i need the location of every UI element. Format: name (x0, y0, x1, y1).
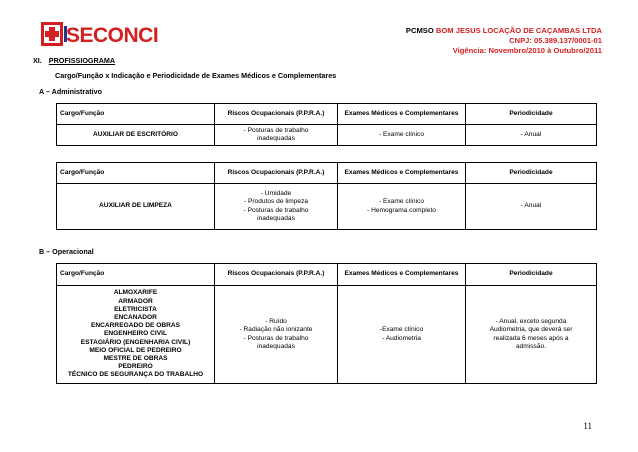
exame-item: - Exame clínico (378, 198, 425, 206)
periodicidade-cell (466, 286, 597, 384)
exames-cell (338, 125, 466, 146)
cargo-item: TÉCNICO DE SEGURANÇA DO TRABALHO (67, 371, 204, 379)
cargo-item: AUXILIAR DE LIMPEZA (99, 202, 172, 210)
periodicidade-item: Audiometria, que deverá ser (489, 326, 573, 334)
cargo-cell (57, 286, 215, 384)
cargo-item: PEDREIRO (118, 363, 153, 371)
col-header-cargo: Cargo/Função (57, 104, 215, 125)
exame-item: - Hemograma completo (367, 206, 436, 214)
header-vigencia: Vigência: Novembro/2010 à Outubro/2011 (452, 46, 602, 55)
table-operacional (56, 263, 597, 384)
risco-item: inadequadas (257, 135, 295, 142)
col-header-periodicidade: Periodicidade (466, 104, 597, 125)
page-number: 11 (583, 421, 592, 431)
risco-item: - Radiação não ionizante (239, 326, 313, 334)
cargo-item: ARMADOR (118, 297, 153, 305)
risco-item: - Umidade (260, 190, 292, 198)
cargo-item: MEIO OFICIAL DE PEDREIRO (89, 346, 182, 354)
exames-cell (338, 286, 466, 384)
riscos-cell (215, 286, 338, 384)
group-b-title: B – Operacional (39, 247, 94, 256)
exame-item: - Audiometria (382, 334, 421, 342)
cargo-cell (57, 125, 215, 146)
col-header-exames: Exames Médicos e Complementares (338, 163, 466, 184)
periodicidade-item: - Anual (520, 130, 542, 138)
document-header (406, 26, 602, 56)
risco-item: - Produtos de limpeza (243, 198, 309, 206)
cargo-item: ALMOXARIFE (113, 289, 158, 297)
risco-item: - Posturas de trabalho (243, 206, 309, 214)
col-header-cargo: Cargo/Função (57, 264, 215, 286)
cargo-item: MESTRE DE OBRAS (103, 355, 168, 362)
section-title: PROFISSIOGRAMA (48, 56, 116, 65)
col-header-periodicidade: Periodicidade (466, 163, 597, 184)
group-a-title: A – Administrativo (39, 87, 102, 96)
exame-item: - Exame clínico (378, 130, 425, 138)
risco-item: - Posturas de trabalho (243, 126, 309, 134)
section-subtitle: Cargo/Função x Indicação e Periodicidade de Exames Médicos e Complementares (55, 71, 337, 80)
header-company: BOM JESUS LOCAÇÃO DE CAÇAMBAS LTDA (435, 26, 602, 35)
col-header-exames: Exames Médicos e Complementares (338, 264, 466, 286)
header-pcmso: PCMSO (405, 26, 434, 35)
cargo-item: ELETRICISTA (114, 305, 157, 313)
cargo-item: AUXILIAR DE ESCRITÓRIO (93, 130, 178, 138)
risco-item: - Posturas de trabalho (243, 334, 309, 342)
col-header-exames: Exames Médicos e Complementares (338, 104, 466, 125)
periodicidade-item: realizada 6 meses após a (493, 334, 569, 342)
cargo-item: ENCARREGADO DE OBRAS (90, 322, 181, 330)
col-header-periodicidade: Periodicidade (466, 264, 597, 286)
cargo-item: ENCANADOR (114, 313, 157, 321)
col-header-riscos: Riscos Ocupacionais (P.P.R.A.) (215, 264, 338, 286)
periodicidade-cell (466, 125, 597, 146)
cargo-cell (57, 184, 215, 230)
periodicidade-item: admissão. (515, 342, 547, 350)
periodicidade-item: - Anual, exceto segunda (495, 318, 567, 326)
cargo-item: ESTAGIÁRIO (ENGENHARIA CIVIL) (80, 338, 191, 346)
section-number: XI. (33, 56, 42, 65)
table-auxiliar-limpeza (56, 162, 597, 230)
section-heading (33, 56, 115, 65)
logo-text: SECONCI (66, 24, 159, 47)
header-cnpj: CNPJ: 05.389.137/0001-01 (509, 36, 602, 45)
exame-item: -Exame clínico (379, 326, 424, 334)
exames-cell (338, 184, 466, 230)
table-auxiliar-escritorio (56, 103, 597, 146)
header-line-1 (406, 26, 602, 36)
riscos-cell (215, 125, 338, 146)
riscos-cell (215, 184, 338, 230)
col-header-riscos: Riscos Ocupacionais (P.P.R.A.) (215, 163, 338, 184)
risco-item: inadequadas (257, 342, 295, 350)
risco-item: - Ruído (265, 318, 287, 326)
periodicidade-item: - Anual (520, 202, 542, 210)
col-header-riscos: Riscos Ocupacionais (P.P.R.A.) (215, 104, 338, 125)
risco-item: inadequadas (257, 214, 295, 222)
cargo-item: ENGENHEIRO CIVIL (103, 330, 167, 338)
periodicidade-cell (466, 184, 597, 230)
col-header-cargo: Cargo/Função (57, 163, 215, 184)
